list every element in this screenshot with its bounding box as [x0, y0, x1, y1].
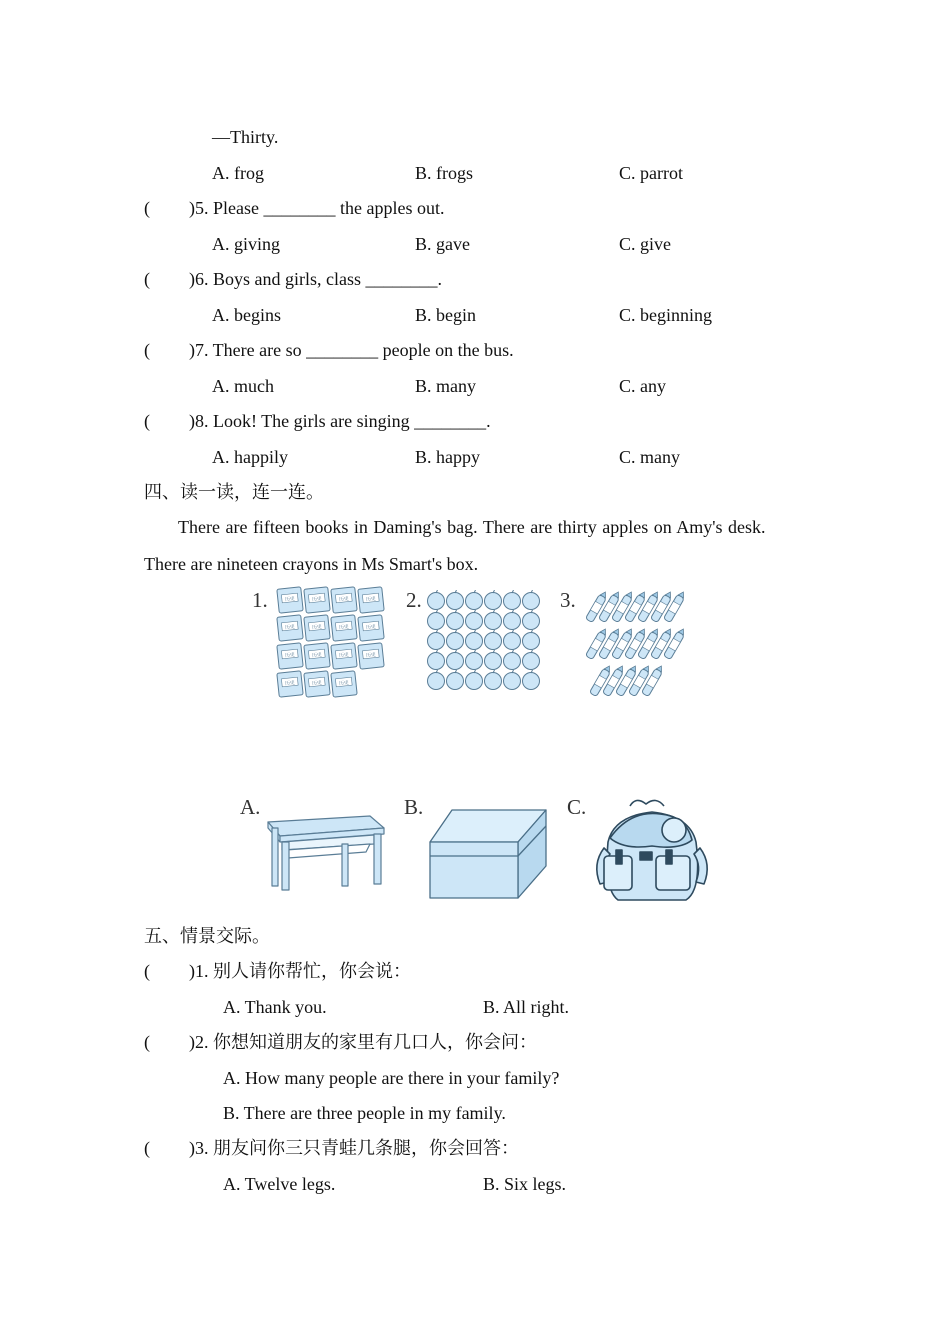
crayons-picture: [578, 588, 696, 700]
apple-item: [523, 610, 540, 630]
q8-option-c: C. many: [619, 447, 680, 467]
apple-item: [523, 670, 540, 690]
apple-item: [447, 590, 464, 610]
apple-item: [523, 650, 540, 670]
part5-heading: 五、情景交际。: [144, 926, 270, 946]
p5q3-question: )3. 朋友问你三只青蛙几条腿，你会回答：: [189, 1138, 519, 1158]
book-item: [304, 671, 330, 697]
picture-label-a: A.: [240, 795, 261, 819]
book-label: 历史: [284, 596, 296, 604]
q4-option-c: C. parrot: [619, 163, 683, 183]
q7-option-a: A. much: [212, 376, 274, 396]
picture-label-3: 3.: [560, 588, 576, 612]
apple-item: [504, 590, 521, 610]
apple-item: [428, 670, 445, 690]
book-item: [331, 643, 357, 669]
book-label: 历史: [284, 652, 296, 660]
p5q1-paren: (: [144, 961, 150, 981]
apple-item: [485, 590, 502, 610]
apple-item: [504, 630, 521, 650]
q5-question: )5. Please ________ the apples out.: [189, 198, 445, 218]
q6-paren: (: [144, 269, 150, 289]
book-item: [358, 643, 384, 669]
picture-label-1: 1.: [252, 588, 268, 612]
book-item: [358, 587, 384, 613]
apple-item: [485, 610, 502, 630]
apple-item: [466, 650, 483, 670]
book-item: [331, 615, 357, 641]
apple-item: [466, 630, 483, 650]
q5-option-a: A. giving: [212, 234, 281, 254]
books-picture: [272, 584, 390, 704]
q4-option-b: B. frogs: [415, 163, 473, 183]
apple-item: [523, 590, 540, 610]
apple-item: [504, 670, 521, 690]
q8-question: )8. Look! The girls are singing ________.: [189, 411, 491, 431]
bag-picture: [590, 794, 714, 910]
book-item: [304, 643, 330, 669]
part4-heading: 四、读一读，连一连。: [144, 482, 324, 502]
apple-item: [466, 670, 483, 690]
book-label: 历史: [365, 624, 377, 632]
book-item: [277, 643, 303, 669]
book-label: 历史: [311, 624, 323, 632]
crayons-group: [585, 590, 686, 697]
box-picture: [426, 806, 550, 902]
book-label: 历史: [311, 652, 323, 660]
p5q2-question: )2. 你想知道朋友的家里有几口人，你会问：: [189, 1032, 537, 1052]
p5q1-option-a: A. Thank you.: [223, 997, 327, 1017]
apple-item: [447, 650, 464, 670]
book-label: 历史: [284, 624, 296, 632]
book-label: 历史: [311, 596, 323, 604]
p5q3-paren: (: [144, 1138, 150, 1158]
p5q2-option-a: A. How many people are there in your family?: [223, 1068, 560, 1088]
p5q2-option-b: B. There are three people in my family.: [223, 1103, 506, 1123]
book-label: 历史: [338, 596, 350, 604]
apple-item: [428, 650, 445, 670]
p5q1-question: )1. 别人请你帮忙，你会说：: [189, 961, 411, 981]
book-item: [358, 615, 384, 641]
q5-paren: (: [144, 198, 150, 218]
apple-item: [485, 670, 502, 690]
part4-paragraph-line1: There are fifteen books in Daming's bag. There are thirty apples on Amy's desk.: [178, 517, 766, 537]
p5q3-option-a: A. Twelve legs.: [223, 1174, 336, 1194]
q7-paren: (: [144, 340, 150, 360]
book-label: 历史: [338, 680, 350, 688]
apple-item: [485, 630, 502, 650]
apples-group: [428, 590, 540, 690]
q8-option-b: B. happy: [415, 447, 480, 467]
q4-option-a: A. frog: [212, 163, 264, 183]
apple-item: [466, 590, 483, 610]
apple-item: [428, 630, 445, 650]
q7-question: )7. There are so ________ people on the bus.: [189, 340, 514, 360]
picture-label-2: 2.: [406, 588, 422, 612]
p5q3-option-b: B. Six legs.: [483, 1174, 567, 1194]
books-group: [277, 587, 384, 697]
q5-option-b: B. gave: [415, 234, 470, 254]
q8-paren: (: [144, 411, 150, 431]
apple-item: [447, 670, 464, 690]
apple-item: [466, 610, 483, 630]
book-label: 历史: [365, 596, 377, 604]
book-item: [331, 671, 357, 697]
book-item: [304, 615, 330, 641]
q6-option-c: C. beginning: [619, 305, 712, 325]
q5-option-c: C. give: [619, 234, 671, 254]
p5q1-option-b: B. All right.: [483, 997, 570, 1017]
q6-question: )6. Boys and girls, class ________.: [189, 269, 442, 289]
book-label: 历史: [338, 652, 350, 660]
book-label: 历史: [338, 624, 350, 632]
q7-option-c: C. any: [619, 376, 666, 396]
book-item: [331, 587, 357, 613]
book-item: [277, 615, 303, 641]
book-label: 历史: [284, 680, 296, 688]
p5q2-paren: (: [144, 1032, 150, 1052]
part4-paragraph-line2: There are nineteen crayons in Ms Smart's box.: [144, 554, 479, 574]
apple-item: [523, 630, 540, 650]
apple-item: [504, 610, 521, 630]
book-label: 历史: [365, 652, 377, 660]
q6-option-b: B. begin: [415, 305, 476, 325]
apple-item: [485, 650, 502, 670]
book-item: [277, 587, 303, 613]
book-item: [277, 671, 303, 697]
book-label: 历史: [311, 680, 323, 688]
apples-picture: [425, 590, 543, 700]
q7-option-b: B. many: [415, 376, 476, 396]
book-item: [304, 587, 330, 613]
apple-item: [504, 650, 521, 670]
apple-item: [428, 590, 445, 610]
q4-answer-tail: —Thirty.: [212, 127, 279, 147]
q8-option-a: A. happily: [212, 447, 288, 467]
apple-item: [428, 610, 445, 630]
picture-label-b: B.: [404, 795, 424, 819]
q6-option-a: A. begins: [212, 305, 281, 325]
picture-label-c: C.: [567, 795, 587, 819]
desk-picture: [262, 808, 388, 892]
apple-item: [447, 610, 464, 630]
apple-item: [447, 630, 464, 650]
